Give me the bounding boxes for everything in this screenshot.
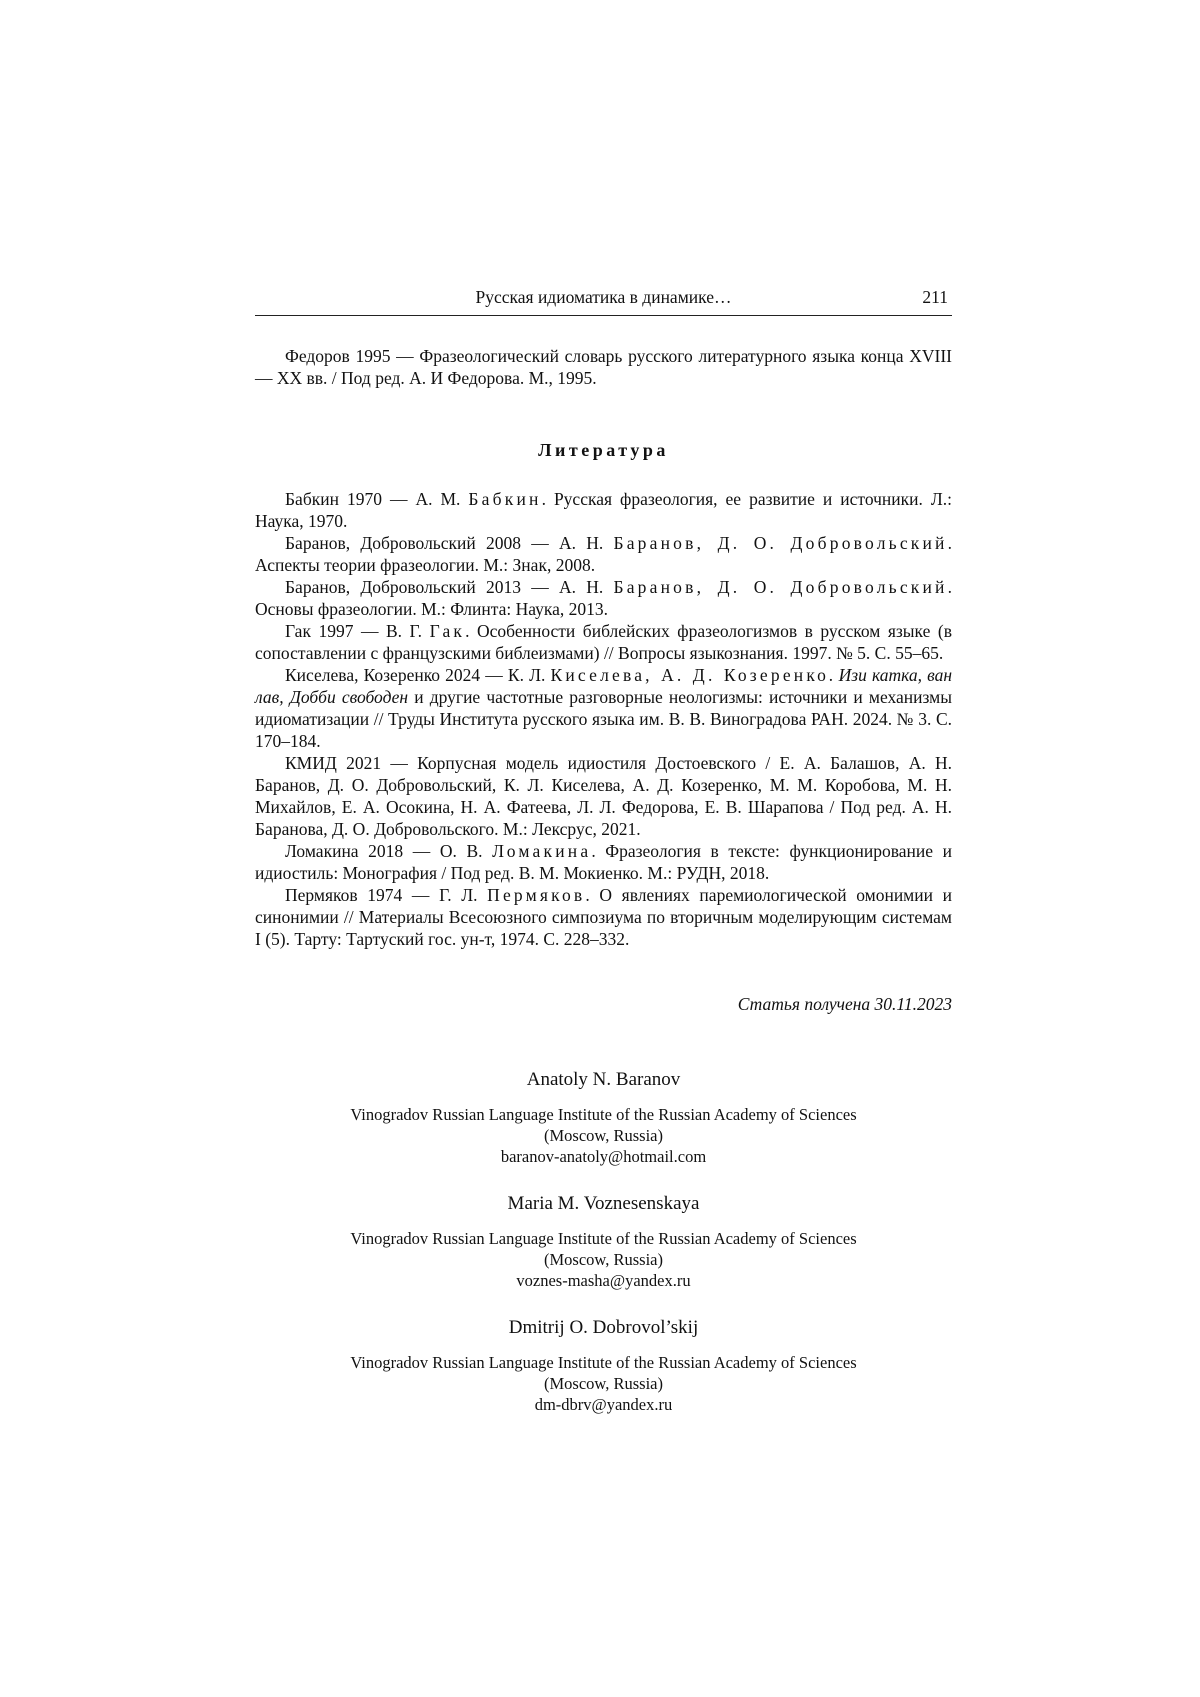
- author-affiliation: Vinogradov Russian Language Institute of the Russian Academy of Sciences: [350, 1229, 857, 1248]
- author-name: Dmitrij O. Dobrovol’skij: [508, 1317, 699, 1338]
- ref-author-spaced: Пермяков: [487, 885, 586, 905]
- running-head-title: Русская идиоматика в динамике…: [475, 287, 732, 307]
- reference-entry: [255, 532, 952, 576]
- reference-entry: [255, 884, 952, 950]
- author-block: [255, 1192, 952, 1291]
- ref-rest: . Фразеология в тексте: функционирование и идиостиль: Монография / Под ред. В. М. Мокиенко. М.: РУДН, 2018.: [255, 841, 952, 883]
- running-head: [255, 287, 952, 316]
- ref-lead: Киселева, Козеренко 2024 — К. Л.: [285, 665, 551, 685]
- reference-list: [255, 488, 952, 950]
- page-number: 211: [922, 287, 948, 307]
- ref-author-spaced: Ломакина: [492, 841, 592, 861]
- ref-rest: . О явлениях паремиологической омонимии и синонимии // Материалы Всесоюзного симпозиума по вторичным моделирующим системам I (5). Тарту: Тартуский гос. ун-т, 1974. С. 228–332.: [255, 885, 952, 949]
- ref-lead: КМИД 2021 — Корпусная модель идиостиля Достоевского / Е. А. Балашов, А. Н. Баранов, Д. О. Добровольский, К. Л. Киселева, А. Д. Козеренко, М. М. Коробова, М. Н. Михайлов, Е. А. Осокина, Н. А. Фатеева, Л. Л. Федорова, Е. В. Шарапова / Под ред. А. Н. Баранова, Д. О. Добровольского. М.: Лексрус, 2021.: [255, 753, 952, 839]
- author-email[interactable]: voznes-masha@yandex.ru: [516, 1271, 691, 1290]
- ref-author-spaced: Баранов, Д. О. Добровольский: [613, 577, 948, 597]
- reference-entry: [255, 664, 952, 752]
- ref-author-spaced: Баранов, Д. О. Добровольский: [613, 533, 948, 553]
- author-email[interactable]: baranov-anatoly@hotmail.com: [500, 1147, 707, 1166]
- ref-lead: Баранов, Добровольский 2008 — А. Н.: [285, 533, 614, 553]
- author-location: (Moscow, Russia): [543, 1374, 663, 1393]
- ref-author-spaced: Бабкин: [468, 489, 542, 509]
- ref-lead: Гак 1997 — В. Г.: [285, 621, 430, 641]
- section-heading: Литература: [538, 440, 669, 460]
- ref-lead: Пермяков 1974 — Г. Л.: [285, 885, 488, 905]
- author-email[interactable]: dm-dbrv@yandex.ru: [534, 1395, 673, 1414]
- ref-lead: Баранов, Добровольский 2013 — А. Н.: [285, 577, 614, 597]
- reference-entry: [255, 840, 952, 884]
- ref-rest: . Основы фразеологии. М.: Флинта: Наука, 2013.: [255, 577, 952, 619]
- reference-entry: [255, 488, 952, 532]
- source-entry: Федоров 1995 — Фразеологический словарь русского литературного языка конца XVIII — XX вв. / Под ред. А. И Федорова. М., 1995.: [255, 346, 952, 388]
- author-location: (Moscow, Russia): [543, 1250, 663, 1269]
- reference-entry: [255, 752, 952, 840]
- ref-author-spaced: Киселева, А. Д. Козеренко: [550, 665, 830, 685]
- ref-lead: Ломакина 2018 — О. В.: [285, 841, 493, 861]
- ref-rest: и другие частотные разговорные неологизмы: источники и механизмы идиоматизации // Труды Института русского языка им. В. В. Виноградова РАН. 2024. № 3. С. 170–184.: [255, 687, 952, 751]
- author-affiliation: Vinogradov Russian Language Institute of the Russian Academy of Sciences: [350, 1105, 857, 1124]
- author-name: Anatoly N. Baranov: [526, 1069, 681, 1090]
- ref-author-spaced: Гак: [429, 621, 466, 641]
- author-name: Maria M. Voznesenskaya: [507, 1193, 700, 1214]
- received-date: Статья получена 30.11.2023: [737, 994, 952, 1014]
- ref-rest: . Особенности библейских фразеологизмов в русском языке (в сопоставлении с французскими библеизмами) // Вопросы языкознания. 1997. № 5. С. 55–65.: [255, 621, 952, 663]
- author-block: [255, 1068, 952, 1167]
- ref-italic: . Изи катка, ван лав, Добби свободен: [255, 665, 953, 707]
- reference-entry: [255, 620, 952, 664]
- source-list: [255, 345, 952, 389]
- reference-entry: [255, 576, 952, 620]
- author-block: [255, 1316, 952, 1415]
- ref-rest: . Аспекты теории фразеологии. М.: Знак, 2008.: [255, 533, 952, 575]
- ref-lead: Бабкин 1970 — А. М.: [285, 489, 469, 509]
- author-affiliation: Vinogradov Russian Language Institute of the Russian Academy of Sciences: [350, 1353, 857, 1372]
- author-location: (Moscow, Russia): [543, 1126, 663, 1145]
- ref-rest: . Русская фразеология, ее развитие и источники. Л.: Наука, 1970.: [255, 489, 953, 531]
